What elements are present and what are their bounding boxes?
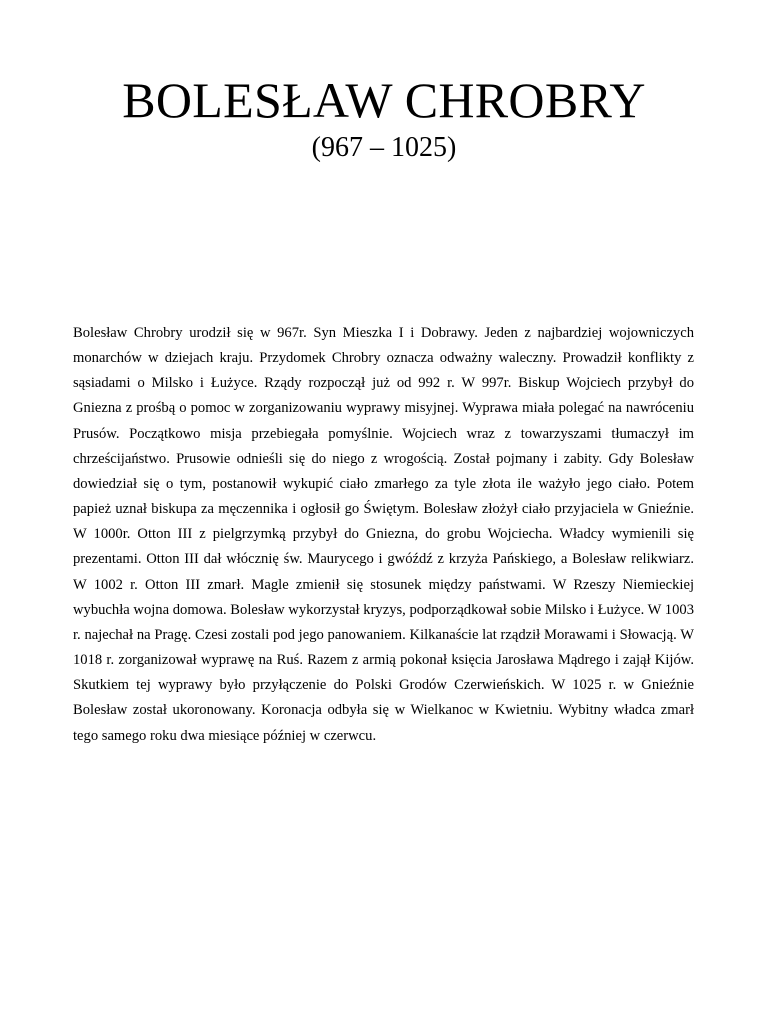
body-paragraph: Bolesław Chrobry urodził się w 967r. Syn Mieszka I i Dobrawy. Jeden z najbardziej wojowniczych monarchów w dziejach kraju. Przydomek Chrobry oznacza odważny waleczny. Prowadził konflikty z sąsiadami o Milsko i Łużyce. Rządy rozpoczął już od 992 r. W 997r. Biskup Wojciech przybył do Gniezna z prośbą o pomoc w zorganizowaniu wyprawy misyjnej. Wyprawa miała polegać na nawróceniu Prusów. Początkowo misja przebiegała pomyślnie. Wojciech wraz z towarzyszami tłumaczył im chrześcijaństwo. Prusowie odnieśli się do niego z wrogością. Został pojmany i zabity. Gdy Bolesław dowiedział się o tym, postanowił wykupić ciało zmarłego za tyle złota ile ważyło jego ciało. Potem papież uznał biskupa za męczennika i ogłosił go Świętym. Bolesław złożył ciało przyjaciela w Gnieźnie. W 1000r. Otton III z pielgrzymką przybył do Gniezna, do grobu Wojciecha. Władcy wymienili się prezentami. Otton III dał włócznię św. Maurycego i gwóźdź z krzyża Pańskiego, a Bolesław relikwiarz. W 1002 r. Otton III zmarł. Magle zmienił się stosunek między państwami. W Rzeszy Niemieckiej wybuchła wojna domowa. Bolesław wykorzystał kryzys, podporządkował sobie Milsko i Łużyce. W 1003 r. najechał na Pragę. Czesi zostali pod jego panowaniem. Kilkanaście lat rządził Morawami i Słowacją. W 1018 r. zorganizował wyprawę na Ruś. Razem z armią pokonał księcia Jarosława Mądrego i zajął Kijów. Skutkiem tej wyprawy było przyłączenie do Polski Grodów Czerwieńskich. W 1025 r. w Gnieźnie Bolesław został ukoronowany. Koronacja odbyła się w Wielkanoc w Kwietniu. Wybitny władca zmarł tego samego roku dwa miesiące później w czerwcu.	[73, 325, 694, 744]
document-subtitle: (967 – 1025)	[311, 132, 457, 163]
document-title: BOLESŁAW CHROBRY	[122, 72, 646, 128]
